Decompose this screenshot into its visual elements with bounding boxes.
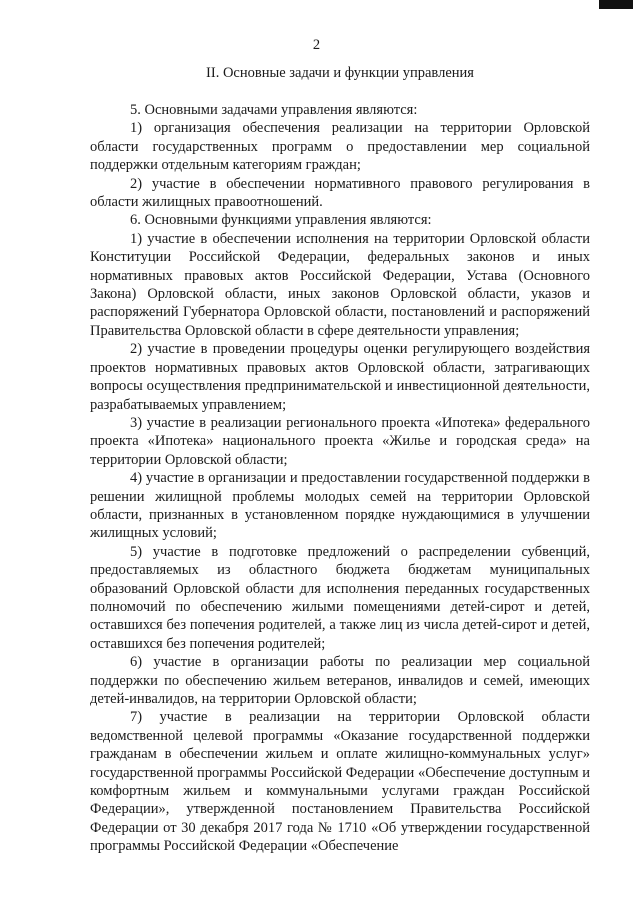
- paragraph-function-1: 1) участие в обеспечении исполнения на территории Орловской области Конституции Российской Федерации, федеральных законов и иных нормативных правовых актов Российской Федерации, Устава (Основного Закона) Орловской области, иных законов Орловской области, указов и распоряжений Губернатора Орловской области, постановлений и распоряжений Правительства Орловской области в сфере деятельности управления;: [90, 230, 590, 339]
- paragraph-function-2: 2) участие в проведении процедуры оценки регулирующего воздействия проектов нормативных правовых актов Орловской области, затрагивающих вопросы осуществления предпринимательской и инвестиционной деятельности, разрабатываемых управлением;: [90, 341, 590, 413]
- paragraph-function-4: 4) участие в организации и предоставлении государственной поддержки в решении жилищной проблемы молодых семей на территории Орловской области, признанных в установленном порядке нуждающимися в улучшении жилищных условий;: [90, 470, 590, 542]
- paragraph-function-5: 5) участие в подготовке предложений о распределении субвенций, предоставляемых из областного бюджета бюджетам муниципальных образований Орловской области для исполнения переданных государственных полномочий по обеспечению жилыми помещениями детей-сирот и детей, оставшихся без попечения родителей, а также лиц из числа детей-сирот и детей, оставшихся без попечения родителей;: [90, 543, 590, 652]
- document-body: [90, 101, 590, 856]
- page-number: 2: [312, 37, 321, 53]
- paragraph-task-1: 1) организация обеспечения реализации на территории Орловской области государственных программ о предоставлении мер социальной поддержки отдельным категориям граждан;: [90, 120, 590, 174]
- scan-corner-mark: [599, 0, 633, 9]
- paragraph-tasks-intro: 5. Основными задачами управления являются:: [130, 102, 418, 118]
- paragraph-function-3: 3) участие в реализации регионального проекта «Ипотека» федерального проекта «Ипотека» национального проекта «Жилье и городская среда» на территории Орловской области;: [90, 414, 590, 468]
- paragraph-task-2: 2) участие в обеспечении нормативного правового регулирования в области жилищных правоотношений.: [90, 175, 590, 211]
- paragraph-function-7: 7) участие в реализации на территории Орловской области ведомственной целевой программы «Оказание государственной поддержки гражданам в обеспечении жильем и оплате жилищно-коммунальных услуг» государственной программы Российской Федерации «Обеспечение доступным и комфортным жильем и коммунальными услугами граждан Российской Федерации», утвержденной постановлением Правительства Российской Федерации от 30 декабря 2017 года № 1710 «Об утверждении государственной программы Российской Федерации «Обеспечение: [90, 709, 590, 855]
- paragraph-function-6: 6) участие в организации работы по реализации мер социальной поддержки по обеспечению жильем ветеранов, инвалидов и семей, имеющих детей-инвалидов, на территории Орловской области;: [90, 654, 590, 707]
- paragraph-functions-intro: 6. Основными функциями управления являются:: [130, 212, 432, 229]
- section-heading: II. Основные задачи и функции управления: [206, 65, 474, 81]
